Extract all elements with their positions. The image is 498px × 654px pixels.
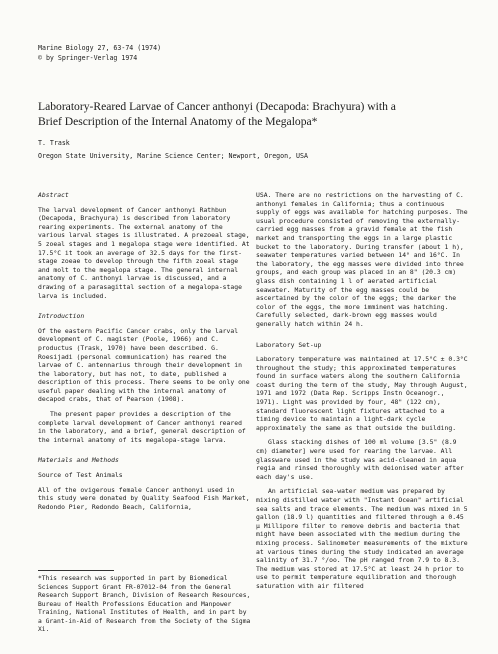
introduction-heading: Introduction bbox=[38, 312, 85, 321]
introduction-paragraph-1: Of the eastern Pacific Cancer crabs, only the larval development of C. magister (Poole, 1966) and C. productus (Trask, 1970) have been described. G. Roesijadi (personal communication) has reared the larvae of C. antennarius through their development in the laboratory, but has not, to date, published a description of this process. There seems to be only one useful paper dealing with the internal anatomy of decapod crabs, that of Pearson (1908). bbox=[38, 326, 250, 404]
lab-setup-paragraph-1: Laboratory temperature was maintained at 17.5°C ± 0.3°C throughout the study; this approximated temperatures found in surface waters along the southern California coast during the term of the study, May through August, 1971 and 1972 (Data Rep. Scripps Instn Oceanogr., 1971). Light was provided by four, 48" (122 cm), standard fluorescent light fixtures attached to a timing device to maintain a light-dark cycle approximately the same as that outside the building. bbox=[256, 355, 468, 432]
lab-setup-paragraph-3: An artificial sea-water medium was prepared by mixing distilled water with "Instant Ocean" artificial sea salts and trace elements. The medium was mixed in 5 gallon (18.9 l) quantities and filtered through a 0.45 μ Millipore filter to remove debris and bacteria that might have been associated with the medium during the mixing process. Salinometer measurements of the mixture at various times during the study indicated an average salinity of 31.7 °/oo. The pH ranged from 7.9 to 8.3. The medium was stored at 17.5°C at least 24 h prior to use to permit temperature equilibration and thorough saturation with air filtered bbox=[256, 487, 468, 590]
journal-citation bbox=[38, 43, 161, 63]
title-line-1: Laboratory-Reared Larvae of Cancer anthonyi (Decapoda: Brachyura) with a bbox=[38, 100, 396, 113]
title-line-2: Brief Description of the Internal Anatomy of the Megalopa* bbox=[38, 115, 318, 128]
source-heading: Source of Test Animals bbox=[38, 471, 123, 480]
introduction-paragraph-2: The present paper provides a description of the complete larval development of Cancer anthonyi reared in the laboratory, and a brief, general description of the internal anatomy of its megalopa-stage larva. bbox=[38, 410, 246, 444]
paper-title bbox=[38, 99, 468, 129]
source-paragraph: All of the ovigerous female Cancer anthonyi used in this study were donated by Quality Seafood Fish Market, Redondo Pier, Redondo Beach, California, bbox=[38, 485, 250, 511]
author: T. Trask bbox=[38, 139, 70, 147]
source-continued-paragraph: USA. There are no restrictions on the harvesting of C. anthonyi females in California; thus a continuous supply of eggs was available for hatching purposes. The usual procedure consisted of removing the externally-carried egg masses from a gravid female at the fish market and transporting the eggs in a large plastic bucket to the laboratory. During transfer (about 1 h), seawater temperatures varied between 14° and 16°C. In the laboratory, the egg masses were divided into three groups, and each group was placed in an 8" (20.3 cm) glass dish containing 1 l of aerated artificial seawater. Maturity of the egg masses could be ascertained by the color of the eggs; the darker the color of the eggs, the more imminent was hatching. Carefully selected, dark-brown egg masses would generally hatch within 24 h. bbox=[256, 191, 468, 328]
abstract-text: The larval development of Cancer anthonyi Rathbun (Decapoda, Brachyura) is described from laboratory rearing experiments. The external anatomy of the various larval stages is illustrated. A prezoeal stage, 5 zoeal stages and 1 megalopa stage were identified. At 17.5°C it took an average of 32.5 days for the first-stage zoeae to develop through the fifth zoeal stage and molt to the megalopa stage. The general internal anatomy of C. anthonyi larvae is discussed, and a drawing of a parasagittal section of a megalopa-stage larva is included. bbox=[38, 205, 250, 300]
methods-heading: Materials and Methods bbox=[38, 456, 119, 465]
left-column bbox=[38, 191, 253, 517]
abstract-heading: Abstract bbox=[38, 191, 69, 199]
footnote-rule bbox=[38, 570, 114, 571]
footnote-text: *This research was supported in part by Biomedical Sciences Support Grant FR-07012-04 from the General Research Support Branch, Division of Research Resources, Bureau of Health Professions Education and Manpower Training, National Institutes of Health, and in part by a Grant-in-Aid of Research from the Society of the Sigma Xi. bbox=[38, 575, 251, 633]
footnote bbox=[38, 570, 253, 635]
affiliation: Oregon State University, Marine Science Center; Newport, Oregon, USA bbox=[38, 152, 308, 160]
copyright-line: © by Springer-Verlag 1974 bbox=[38, 54, 138, 62]
journal-line: Marine Biology 27, 63-74 (1974) bbox=[38, 44, 162, 52]
lab-setup-heading: Laboratory Set-up bbox=[256, 340, 322, 349]
right-column bbox=[256, 191, 471, 597]
lab-setup-paragraph-2: Glass stacking dishes of 100 ml volume [3.5" (8.9 cm) diameter] were used for rearing the larvae. All glassware used in the study was acid-cleaned in aqua regia and rinsed thoroughly with deionised water after each day's use. bbox=[256, 438, 464, 481]
